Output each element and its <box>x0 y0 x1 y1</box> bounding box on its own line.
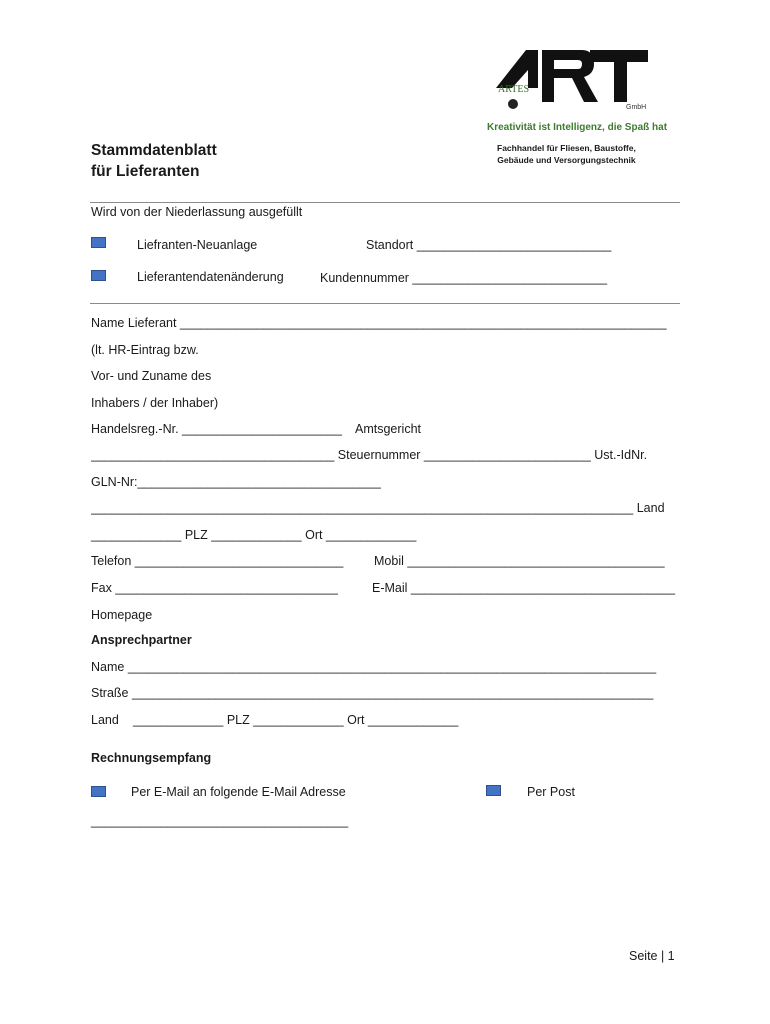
checkbox-per-post[interactable] <box>486 785 501 796</box>
kundennummer-field[interactable]: Kundennummer ____________________________ <box>320 271 608 285</box>
contact-land-label: Land <box>91 713 119 727</box>
email-field[interactable]: E-Mail ______________________________________ <box>372 581 676 595</box>
contact-strasse-field[interactable]: Straße ___________________________________________________________________________ <box>91 686 654 700</box>
per-email-label: Per E-Mail an folgende E-Mail Adresse <box>131 785 346 799</box>
standort-field[interactable]: Standort ____________________________ <box>366 238 612 252</box>
homepage-label[interactable]: Homepage <box>91 608 153 622</box>
page-title-line2: für Lieferanten <box>91 163 200 180</box>
logo-tagline: Kreativität ist Intelligenz, die Spaß hat <box>487 122 668 133</box>
hr-note-line2: Vor- und Zuname des <box>91 369 212 383</box>
company-logo <box>490 44 665 124</box>
billing-heading: Rechnungsempfang <box>91 751 212 765</box>
per-post-label: Per Post <box>527 785 575 799</box>
page-number: Seite | 1 <box>629 949 675 963</box>
mobil-field[interactable]: Mobil _____________________________________ <box>374 554 665 568</box>
divider-middle <box>90 303 680 304</box>
checkbox-new-supplier[interactable] <box>91 237 106 248</box>
page-title-line1: Stammdatenblatt <box>91 142 217 159</box>
logo-subtitle-line2: Gebäude und Versorgungstechnik <box>497 155 636 165</box>
fax-field[interactable]: Fax ________________________________ <box>91 581 338 595</box>
steuer-line[interactable]: ___________________________________ Steuernummer ________________________ Ust.-IdNr. <box>91 448 648 462</box>
option-new-supplier-label: Liefranten-Neuanlage <box>137 238 258 252</box>
divider-top <box>90 202 680 203</box>
branch-heading: Wird von der Niederlassung ausgefüllt <box>91 205 303 219</box>
logo-subtitle <box>497 142 636 166</box>
contact-plz-ort-field[interactable]: _____________ PLZ _____________ Ort _____________ <box>133 713 459 727</box>
checkbox-per-email[interactable] <box>91 786 106 797</box>
amtsgericht-label: Amtsgericht <box>355 422 421 436</box>
logo-suffix: GmbH <box>626 104 647 111</box>
hr-note-line1: (lt. HR-Eintrag bzw. <box>91 343 199 357</box>
handelsreg-field[interactable]: Handelsreg.-Nr. _______________________ <box>91 422 342 436</box>
contact-heading: Ansprechpartner <box>91 633 192 647</box>
name-lieferant-field[interactable]: Name Lieferant ______________________________________________________________________ <box>91 316 667 330</box>
logo-subtitle-line1: Fachhandel für Fliesen, Baustoffe, <box>497 143 636 153</box>
telefon-field[interactable]: Telefon ______________________________ <box>91 554 344 568</box>
plz-ort-line[interactable]: _____________ PLZ _____________ Ort _____________ <box>91 528 417 542</box>
land-line[interactable]: ______________________________________________________________________________ Land <box>91 501 665 515</box>
checkbox-change-supplier[interactable] <box>91 270 106 281</box>
contact-name-field[interactable]: Name ____________________________________________________________________________ <box>91 660 657 674</box>
page-title <box>91 140 217 182</box>
gln-field[interactable]: GLN-Nr:___________________________________ <box>91 475 381 489</box>
billing-email-field[interactable]: _____________________________________ <box>91 814 349 828</box>
logo-small-text: ARTES <box>498 84 530 95</box>
hr-note-line3: Inhabers / der Inhaber) <box>91 396 219 410</box>
option-change-supplier-label: Lieferantendatenänderung <box>137 270 284 284</box>
